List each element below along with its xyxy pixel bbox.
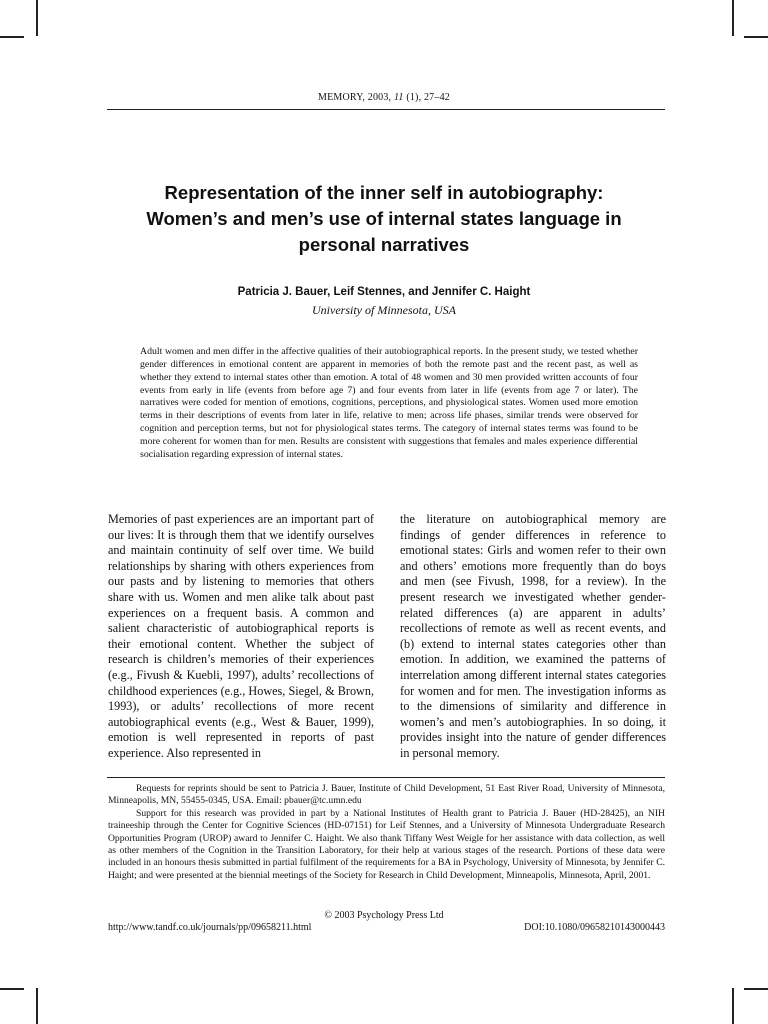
title-line-3: personal narratives [298,234,470,255]
author-list: Patricia J. Bauer, Leif Stennes, and Jennifer C. Haight [237,286,531,298]
crop-mark-bottom-right-vertical [732,988,734,1024]
footnote-rule [107,777,665,778]
running-head [0,92,768,103]
title-line-2: Women’s and men’s use of internal states language in [146,208,622,229]
affiliation: University of Minnesota, USA [312,303,456,317]
running-head-volume: 11 [393,92,404,103]
header-rule [107,109,665,110]
abstract: Adult women and men differ in the affective qualities of their autobiographical reports. In the present study, we tested whether gender differences in emotional content are apparent in memories of both the remote past and the recent past, as well as whether they extend to internal states other than emotion. A total of 48 women and 30 men provided written accounts of four events from early in life (events from before age 7) and four events from later in life (events from age 7 or later). The narratives were coded for mention of emotions, cognitions, perceptions, and physiological states. Women used more emotion terms in their descriptions of events from later in life, relative to men; across life phases, similar trends were observed for cognition and perception terms, but not for physiological states terms. The category of internal states terms was found to be more coherent for women than for men. Results are consistent with suggestions that females and males experience differential socialisation regarding expression of internal states. [140,346,638,460]
footnote-support: Support for this research was provided in part by a National Institutes of Health grant to Patricia J. Bauer (HD-28425), an NIH traineeship through the Center for Cognitive Sciences (HD-07151) for Leif Stennes, and a University of Minnesota Undergraduate Research Opportunities Program (UROP) award to Jennifer C. Haight. We also thank Tiffany West Weigle for her assistance with data collection, as well as other members of the Cognition in the Transition Laboratory, for their help at various stages of the research. Portions of these data were included in an honours thesis submitted in partial fulfilment of the requirements for a BA in Psychology, University of Minnesota, by Jennifer C. Haight; and were presented at the biennial meetings of the Society for Research in Child Development, Minneapolis, Minnesota, April, 2001. [108,807,665,881]
crop-mark-bottom-left-horizontal [0,988,24,990]
crop-mark-top-right-horizontal [744,36,768,38]
body-right-column: the literature on autobiographical memory are findings of gender differences in reference to emotional states: Girls and women refer to their own and others’ emotions more frequently than do boys and men (see Fivush, 1998, for a review). In the present research we investigated whether gender-related differences (a) are apparent in adults’ recollections of remote as well as recent events, and (b) extend to internal states categories other than emotion. In addition, we examined the patterns of interrelation among different internal states categories for women and for men. The investigation informs as to the dimensions of similarity and difference in women’s and men’s autobiographies. In so doing, it provides insight into the nature of gender differences in personal memory. [400,512,666,760]
running-head-pages: (1), 27–42 [403,92,450,103]
title-line-1: Representation of the inner self in autobiography: [164,182,604,203]
crop-mark-top-right-vertical [732,0,734,36]
crop-mark-top-left-vertical [36,0,38,36]
footnotes [108,783,665,882]
copyright-notice: © 2003 Psychology Press Ltd [324,910,444,921]
body-left-column: Memories of past experiences are an important part of our lives: It is through them that we identify ourselves and maintain continuity of self over time. We build relationships by sharing with others experiences from our pasts and by listening to memories that others share with us. Women and men alike talk about past experiences on a frequent basis. A common and salient characteristic of autobiographical reports is their emotional content. Whether the subject of research is children’s memories of their experiences (e.g., Fivush & Kuebli, 1997), adults’ recollections of childhood experiences (e.g., Howes, Siegel, & Brown, 1993), or adults’ recollections of more recent autobiographical events (e.g., West & Bauer, 1999), emotion is well represented in reports of past experience. Also represented in [108,512,374,760]
crop-mark-bottom-left-vertical [36,988,38,1024]
crop-mark-top-left-horizontal [0,36,24,38]
footnote-correspondence: Requests for reprints should be sent to Patricia J. Bauer, Institute of Child Development, 51 East River Road, University of Minnesota, Minneapolis, MN, 55455-0345, USA. Email: pbauer@tc.umn.edu [108,783,665,807]
running-head-journal: MEMORY, 2003, [317,92,394,103]
crop-mark-bottom-right-horizontal [744,988,768,990]
journal-url[interactable]: http://www.tandf.co.uk/journals/pp/09658211.html [108,922,312,933]
doi: DOI:10.1080/09658210143000443 [524,922,665,933]
article-title [90,180,678,258]
